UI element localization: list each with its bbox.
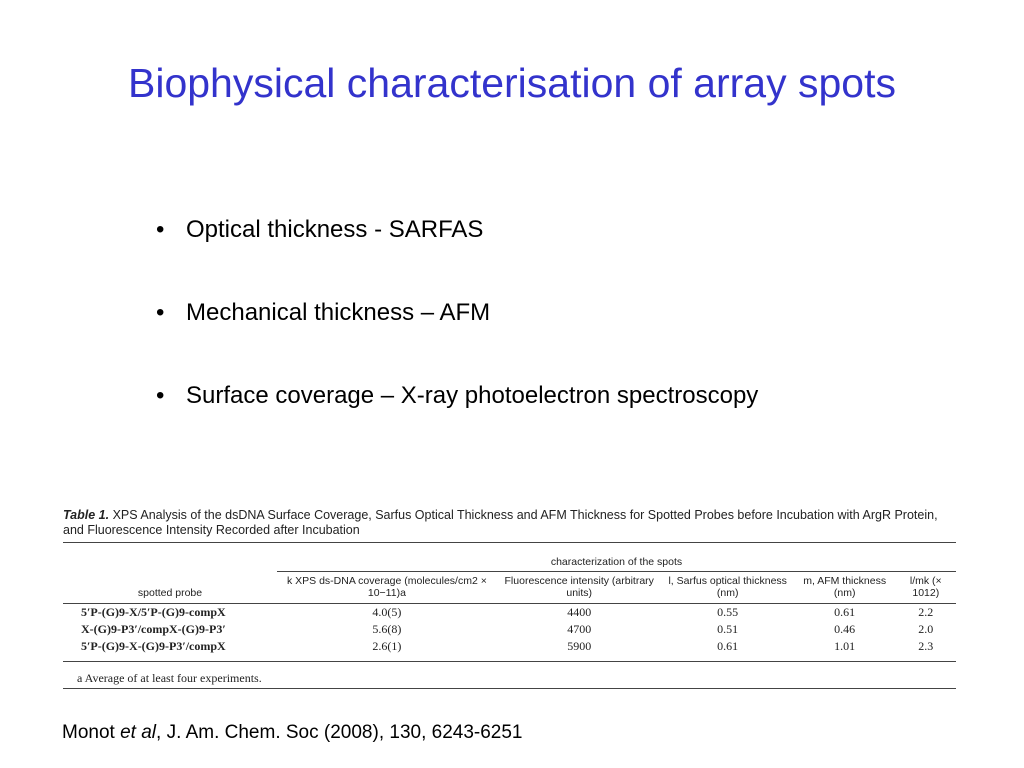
bullet-item [154,376,758,459]
cell: 0.61 [834,605,856,619]
citation-author: Monot [62,722,115,743]
cell: 4700 [567,622,592,636]
table-figure [63,508,956,689]
table-caption-text: XPS Analysis of the dsDNA Surface Coverage, Sarfus Optical Thickness and AFM Thickness for Spotted Probes before Incubation with ArgR Protein, and Fluorescence Intensity Recorded after Incubation [63,508,938,537]
bullet-text: Surface coverage – X-ray photoelectron spectroscopy [186,382,759,409]
bullet-list [154,210,758,459]
bullet-text: Mechanical thickness – AFM [186,299,491,326]
citation-rest: , J. Am. Chem. Soc (2008), 130, 6243-6251 [156,722,523,743]
cell: 1.01 [834,639,856,653]
cell: 2.6(1) [372,639,402,653]
cell: 0.46 [834,622,856,636]
table-caption [63,508,956,538]
table-caption-label: Table 1. [63,508,110,522]
table-bottom-rule [63,688,956,689]
cell: 5900 [567,639,592,653]
table-row [63,604,956,622]
cell: 5.6(8) [372,622,402,636]
group-header: characterization of the spots [277,543,956,572]
cell: 0.51 [717,622,739,636]
cell: 0.55 [717,605,739,619]
cell: 4.0(5) [372,605,402,619]
cell: X-(G)9-P3′/compX-(G)9-P3′ [81,622,226,636]
table-row [63,621,956,638]
cell: 5′P-(G)9-X-(G)9-P3′/compX [81,639,226,653]
column-header: spotted probe [63,572,277,604]
cell: 5′P-(G)9-X/5′P-(G)9-compX [81,605,226,619]
bullet-item [154,210,758,293]
cell: 0.61 [717,639,739,653]
bullet-glyph: • [156,299,165,326]
column-header: k XPS ds-DNA coverage (molecules/cm2 × 10−11)a [277,572,497,604]
citation-etal: et al [120,722,157,743]
bullet-text: Optical thickness - SARFAS [186,216,484,243]
column-header: m, AFM thickness (nm) [794,572,896,604]
column-header: l, Sarfus optical thickness (nm) [662,572,794,604]
bullet-glyph: • [156,216,165,243]
table-footnote: a Average of at least four experiments. [77,671,262,685]
citation [62,722,523,744]
column-header: Fluorescence intensity (arbitrary units) [497,572,662,604]
cell: 2.2 [918,605,934,619]
data-table [63,542,956,662]
cell: 2.3 [918,639,934,653]
bullet-item [154,293,758,376]
slide-title: Biophysical characterisation of array spots [128,60,896,106]
cell: 4400 [567,605,592,619]
table-row [63,638,956,655]
cell: 2.0 [918,622,934,636]
bullet-glyph: • [156,382,165,409]
column-header: l/mk (× 1012) [896,572,956,604]
